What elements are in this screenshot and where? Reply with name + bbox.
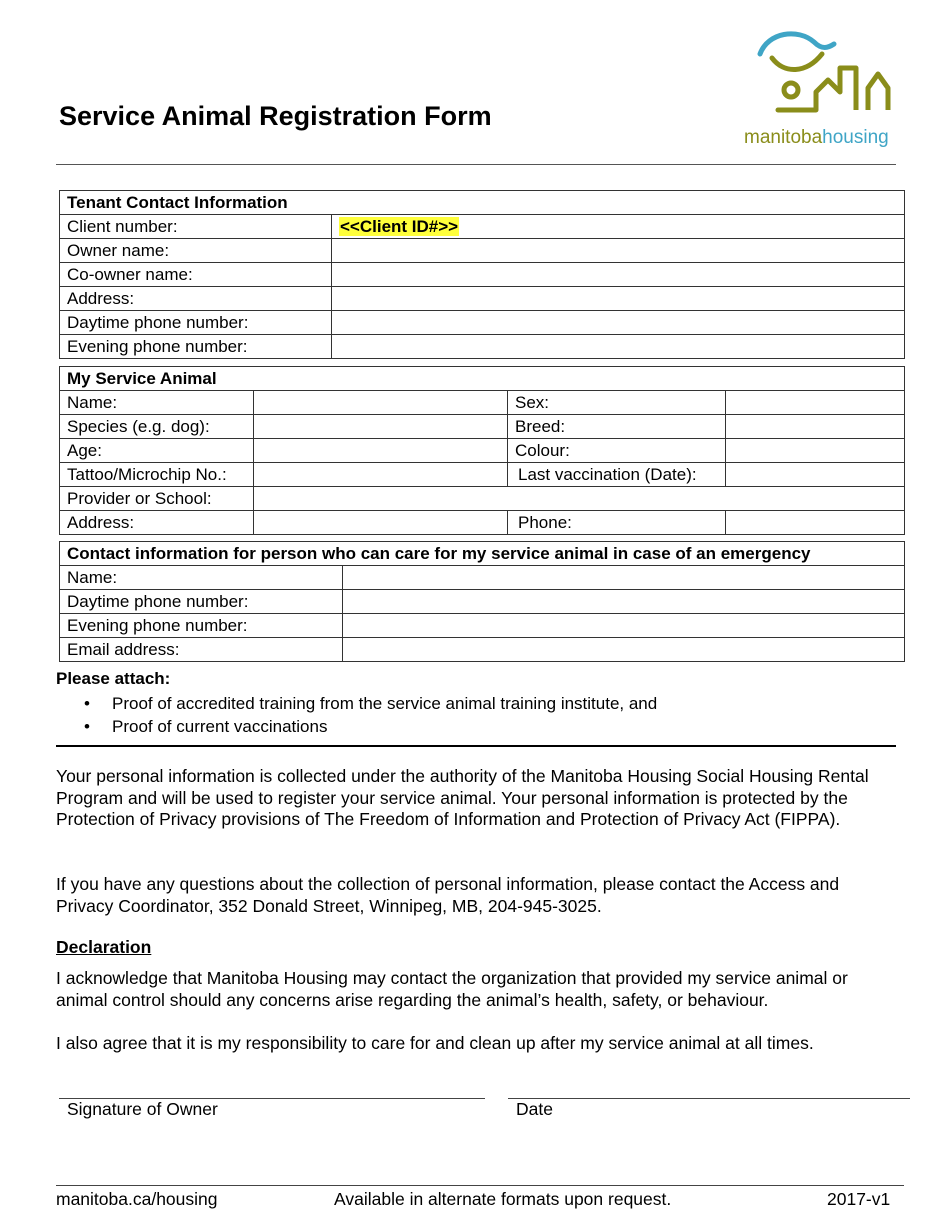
responsibility-paragraph: I also agree that it is my responsibility to care for and clean up after my service animal at all times. [56,1033,814,1053]
field-label: Sex: [508,391,726,415]
list-item: • Proof of accredited training from the service animal training institute, and [84,692,657,715]
field-label: Evening phone number: [60,335,332,359]
field-label: Age: [60,439,254,463]
privacy-contact-paragraph: If you have any questions about the collection of personal information, please contact the Access and Privacy Coordinator, 352 Donald Street, Winnipeg, MB, 204-945-3025. [56,874,840,916]
field-label: Address: [60,287,332,311]
privacy-paragraph: Your personal information is collected under the authority of the Manitoba Housing Social Housing Rental Program and will be used to register your service animal. Your personal information is protected by the Protection of Privacy provisions of The Freedom of Information and Protection of Privacy Act (FIPPA). [56,766,869,829]
attach-title: Please attach: [56,669,171,688]
field-label: Provider or School: [60,487,254,511]
manitoba-housing-logo [742,28,902,153]
breed-field[interactable] [726,415,905,439]
section-header: Contact information for person who can care for my service animal in case of an emergency [60,542,905,566]
service-animal-table [59,366,905,535]
daytime-phone-field[interactable] [332,311,905,335]
co-owner-name-field[interactable] [332,263,905,287]
emergency-daytime-phone-field[interactable] [343,590,905,614]
field-label: Colour: [508,439,726,463]
evening-phone-field[interactable] [332,335,905,359]
field-label: Evening phone number: [60,614,343,638]
logo-wordmark: manitobahousing [744,127,889,148]
attach-list [84,692,657,738]
emergency-email-field[interactable] [343,638,905,662]
emergency-contact-table [59,541,905,662]
animal-name-field[interactable] [254,391,508,415]
field-label: Owner name: [60,239,332,263]
animal-sex-field[interactable] [726,391,905,415]
emergency-evening-phone-field[interactable] [343,614,905,638]
field-label: Daytime phone number: [60,590,343,614]
field-label: Address: [60,511,254,535]
declaration-paragraph: I acknowledge that Manitoba Housing may contact the organization that provided my service animal or animal control should any concerns arise regarding the animal’s health, safety, or behaviour. [56,968,848,1010]
client-id-placeholder: <<Client ID#>> [340,216,459,236]
field-label: Name: [60,391,254,415]
field-label: Last vaccination (Date): [508,463,726,487]
client-number-field[interactable] [332,215,905,239]
field-label: Email address: [60,638,343,662]
section-header: My Service Animal [60,367,905,391]
owner-name-field[interactable] [332,239,905,263]
declaration-title: Declaration [56,937,152,957]
field-label: Species (e.g. dog): [60,415,254,439]
field-label: Client number: [60,215,332,239]
date-line[interactable] [508,1098,910,1099]
footer-version: 2017-v1 [827,1189,891,1209]
field-label: Name: [60,566,343,590]
field-label: Breed: [508,415,726,439]
date-label: Date [516,1099,553,1119]
address-field[interactable] [332,287,905,311]
section-header: Tenant Contact Information [60,191,905,215]
field-label: Co-owner name: [60,263,332,287]
tattoo-microchip-field[interactable] [254,463,508,487]
species-field[interactable] [254,415,508,439]
last-vaccination-field[interactable] [726,463,905,487]
field-label: Phone: [508,511,726,535]
emergency-name-field[interactable] [343,566,905,590]
footer-formats-note: Available in alternate formats upon request. [334,1189,672,1209]
logo-mark-icon [742,28,902,128]
age-field[interactable] [254,439,508,463]
signature-label: Signature of Owner [67,1099,218,1119]
footer-website: manitoba.ca/housing [56,1189,218,1209]
field-label: Daytime phone number: [60,311,332,335]
animal-address-field[interactable] [254,511,508,535]
list-item: • Proof of current vaccinations [84,715,657,738]
page-title: Service Animal Registration Form [59,101,492,131]
provider-school-field[interactable] [254,487,905,511]
section-divider [56,745,896,747]
header-divider [56,164,896,165]
animal-phone-field[interactable] [726,511,905,535]
colour-field[interactable] [726,439,905,463]
footer-divider [56,1185,904,1186]
field-label: Tattoo/Microchip No.: [60,463,254,487]
tenant-contact-table [59,190,905,359]
